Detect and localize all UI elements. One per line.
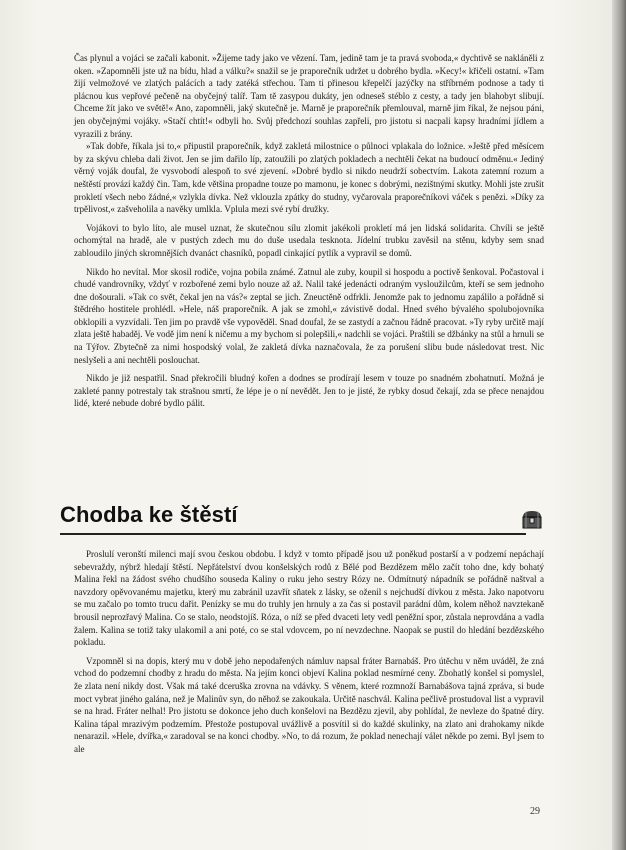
page-number: 29 [530,806,540,817]
paragraph: Vojákovi to bylo líto, ale musel uznat, že skutečnou sílu zlomit jakékoli prokletí má jen lidská solidarita. Chvíli se ještě ochomýtal na hradě, ale v pustých zdech mu do duše usedala tesknota. Jídelní trubku zavěsil na stěnu, kdyby sem snad zabloudilo jiných skromnějších dvanáct chasníků, popadl cinkající pytlík a vypravil se domů. [74,222,544,258]
paragraph: Nikdo je již nespatřil. Snad překročili bludný kořen a dodnes se prodírají lesem v touze po snadném zbohatnutí. Možná je zakleté panny potrestaly tak strašnou smrtí, že lépe je o ní nevědět. Jen to je jisté, že rybky dosud čekají, zda se přece nenajdou lidé, které nebude dobré bydlo pálit. [74,373,544,409]
paragraph: »Tak dobře, říkala jsi to,« připustil praporečník, když zakletá milostnice o půlnoci vplakala do ložnice. »Ještě před měsícem by za skývu chleba dali život. Jen se jim dařilo líp, zatoužili po zlatých pokladech a nechtěli čekat na budoucí odměnu.« Jediný věrný voják doufal, že vysvobodí alespoň to své zjevení. »Dobré bydlo si nikdo neudrží sobectvím. Lakota zatemní rozum a neštěstí provází každý čin. Tam, kde většina propadne touze po mamonu, je konec s dobrými, nezištnými skutky. Mohli jste zrušit prokletí všech nebo žádné,« vzlykla dívka. Než vklouzla zpátky do studny, vyčarovala praporečníkovi váček s penězi. »Díky za trpělivost,« zašveholila a navěky umlkla. Vplula mezi své rybí družky. [74,141,544,215]
paragraph: Čas plynul a vojáci se začali kabonit. »Žijeme tady jako ve vězení. Tam, jedině tam je ta pravá svoboda,« dychtivě se nakláněli z oken. »Zapomněli jste už na bídu, hlad a válku?« snažil se je praporečník udržet u dobrého bydla. »Kecy!« křičeli ostatní. »Tam žijí velmožové ve zlatých palácích a tady zatéká střechou. Tam ti přinesou křepelčí jazýčky na stříbrném podnose a tady ti plácnou kus vepřové pečeně na obyčejný talíř. Tam tě zasypou dukáty, jen odneseš stéblo z cesty, a tady jen blahobyt slibují. Chceme žít jako ve světě!« Ano, zapomněli, jaký skutečně je. Marně je praporečník přemlouval, marně jim říkal, že nejsou páni, jen obyčejnými vojáky. »Stačí chtít!« odbyli ho. Svůj předchozí souhlas zapřeli, pro jistotu si nacpali kapsy hradními jídlem a vyrazili z brány. [74,53,544,139]
paragraph: Proslulí veronští milenci mají svou českou obdobu. I když v tomto případě jsou už poněkud postarší a v podzemí nepáchají sebevraždy, nýbrž hledají štěstí. Nepřátelství dvou konšelských rodů z Bělé pod Bezdězem mělo začít toho dne, kdy bohatý Malina řekl na žádost svého chudšího souseda Kaliny o ruku jeho sestry Rózy ne. Odmítnutý nápadník se pořádně naštval a navzdory opěvovanému majetku, který mu zabránil uzavřít sňatek z lásky, se oženil s nejchudší dívkou z města. Jako napotvoru se mu začalo po tomto trucu dařit. Penízky se mu do truhly jen hrnuly a za čas si postavil parádní dům, kolem něhož navztekaně brousil neprozřavý Malina. Co se stalo, neodstojíš. Róza, o níž se před dvaceti lety vedl peněžní spor, zůstala neprovdána a vadla žalem. Kalina se totiž taky ulakomil a ani poté, co se stal vdovcem, po ní nevzdechne. Naopak se pustil do hledání bezdězského pokladu. [74,549,544,648]
story-one-text [74,52,544,410]
treasure-chest-icon [520,508,544,530]
paragraph: Vzpomněl si na dopis, který mu v době jeho nepodařených námluv napsal fráter Barnabáš. Pro útěchu v něm uváděl, že zná vchod do podzemní chodby z hradu do města. Na jejím konci objeví Kalina poklad nesmírné ceny. Zbohatlý konšel si pomyslel, že zlata není nikdy dost. Však má také dceruška zrovna na vdávky. S věnem, které rozmnoží Barnabášova tajná zpráva, si bude moct vybrat jiného galána, než je Malinův syn, do něhož se zakoukala. Určitě naschvál. Kalina pečlivě prostudoval list a vypravil se na hrad. Fráter nelhal! Pro jistotu se dokonce jeho duch konšelovi na Bezdězu zjevil, aby pohlídal, že nevleze do špatné díry. Kalina tápal mrazivým podzemím. Přestože postupoval uvážlivě a posvítil si do každé skulinky, na zlato ani drahokamy nikde nenarazil. »Hele, dvířka,« zaradoval se na konci chodby. »No, to dá rozum, že poklad nenechají válet někde po zemi. Byl jsem to ale [74,655,544,754]
section-title: Chodba ke štěstí [60,502,238,527]
paragraph: Nikdo ho nevítal. Mor skosil rodiče, vojna pobila známé. Zatnul ale zuby, koupil si hospodu a poctivě šenkoval. Počastoval i chudé vandrovníky, vždyť v rozbořené zemi bylo nouze až až. Nalil také jedenácti odraným vysloužilcům, kteří se sem jednoho dne došourali. »Tak co svět, čekal jen na vás?« zeptal se jich. Zneuctěně odfrkli. Jenomže pak to jednomu zapálilo a pořádně si štědrého hostitele prohlédl. »Hele, náš praporečník. A jak se zmohl,« závistivě dodal. Hned svého bývalého spolubojovníka obklopili a vyzvídali. Ten jim po pravdě vše vypověděl. Snad doufal, že se zastydí a začnou řádně pracovat. »Ty ryby určitě mají zlata ještě habaděj. Ve vodě jim není k ničemu a my bychom si polepšili,« nadchli se vojáci. Praštili se džbánky na stůl a hrnuli se na Týřov. Zbytečně za nimi hospodský volal, že zakletá dívka naznačovala, že za porušení slibu bude následovat trest. Nic neslyšeli a ani nechtěli poslouchat. [74,266,544,365]
story-two-text [74,548,544,756]
heading-rule [60,533,526,535]
section-heading [60,502,540,530]
book-spine-shadow [612,0,626,850]
